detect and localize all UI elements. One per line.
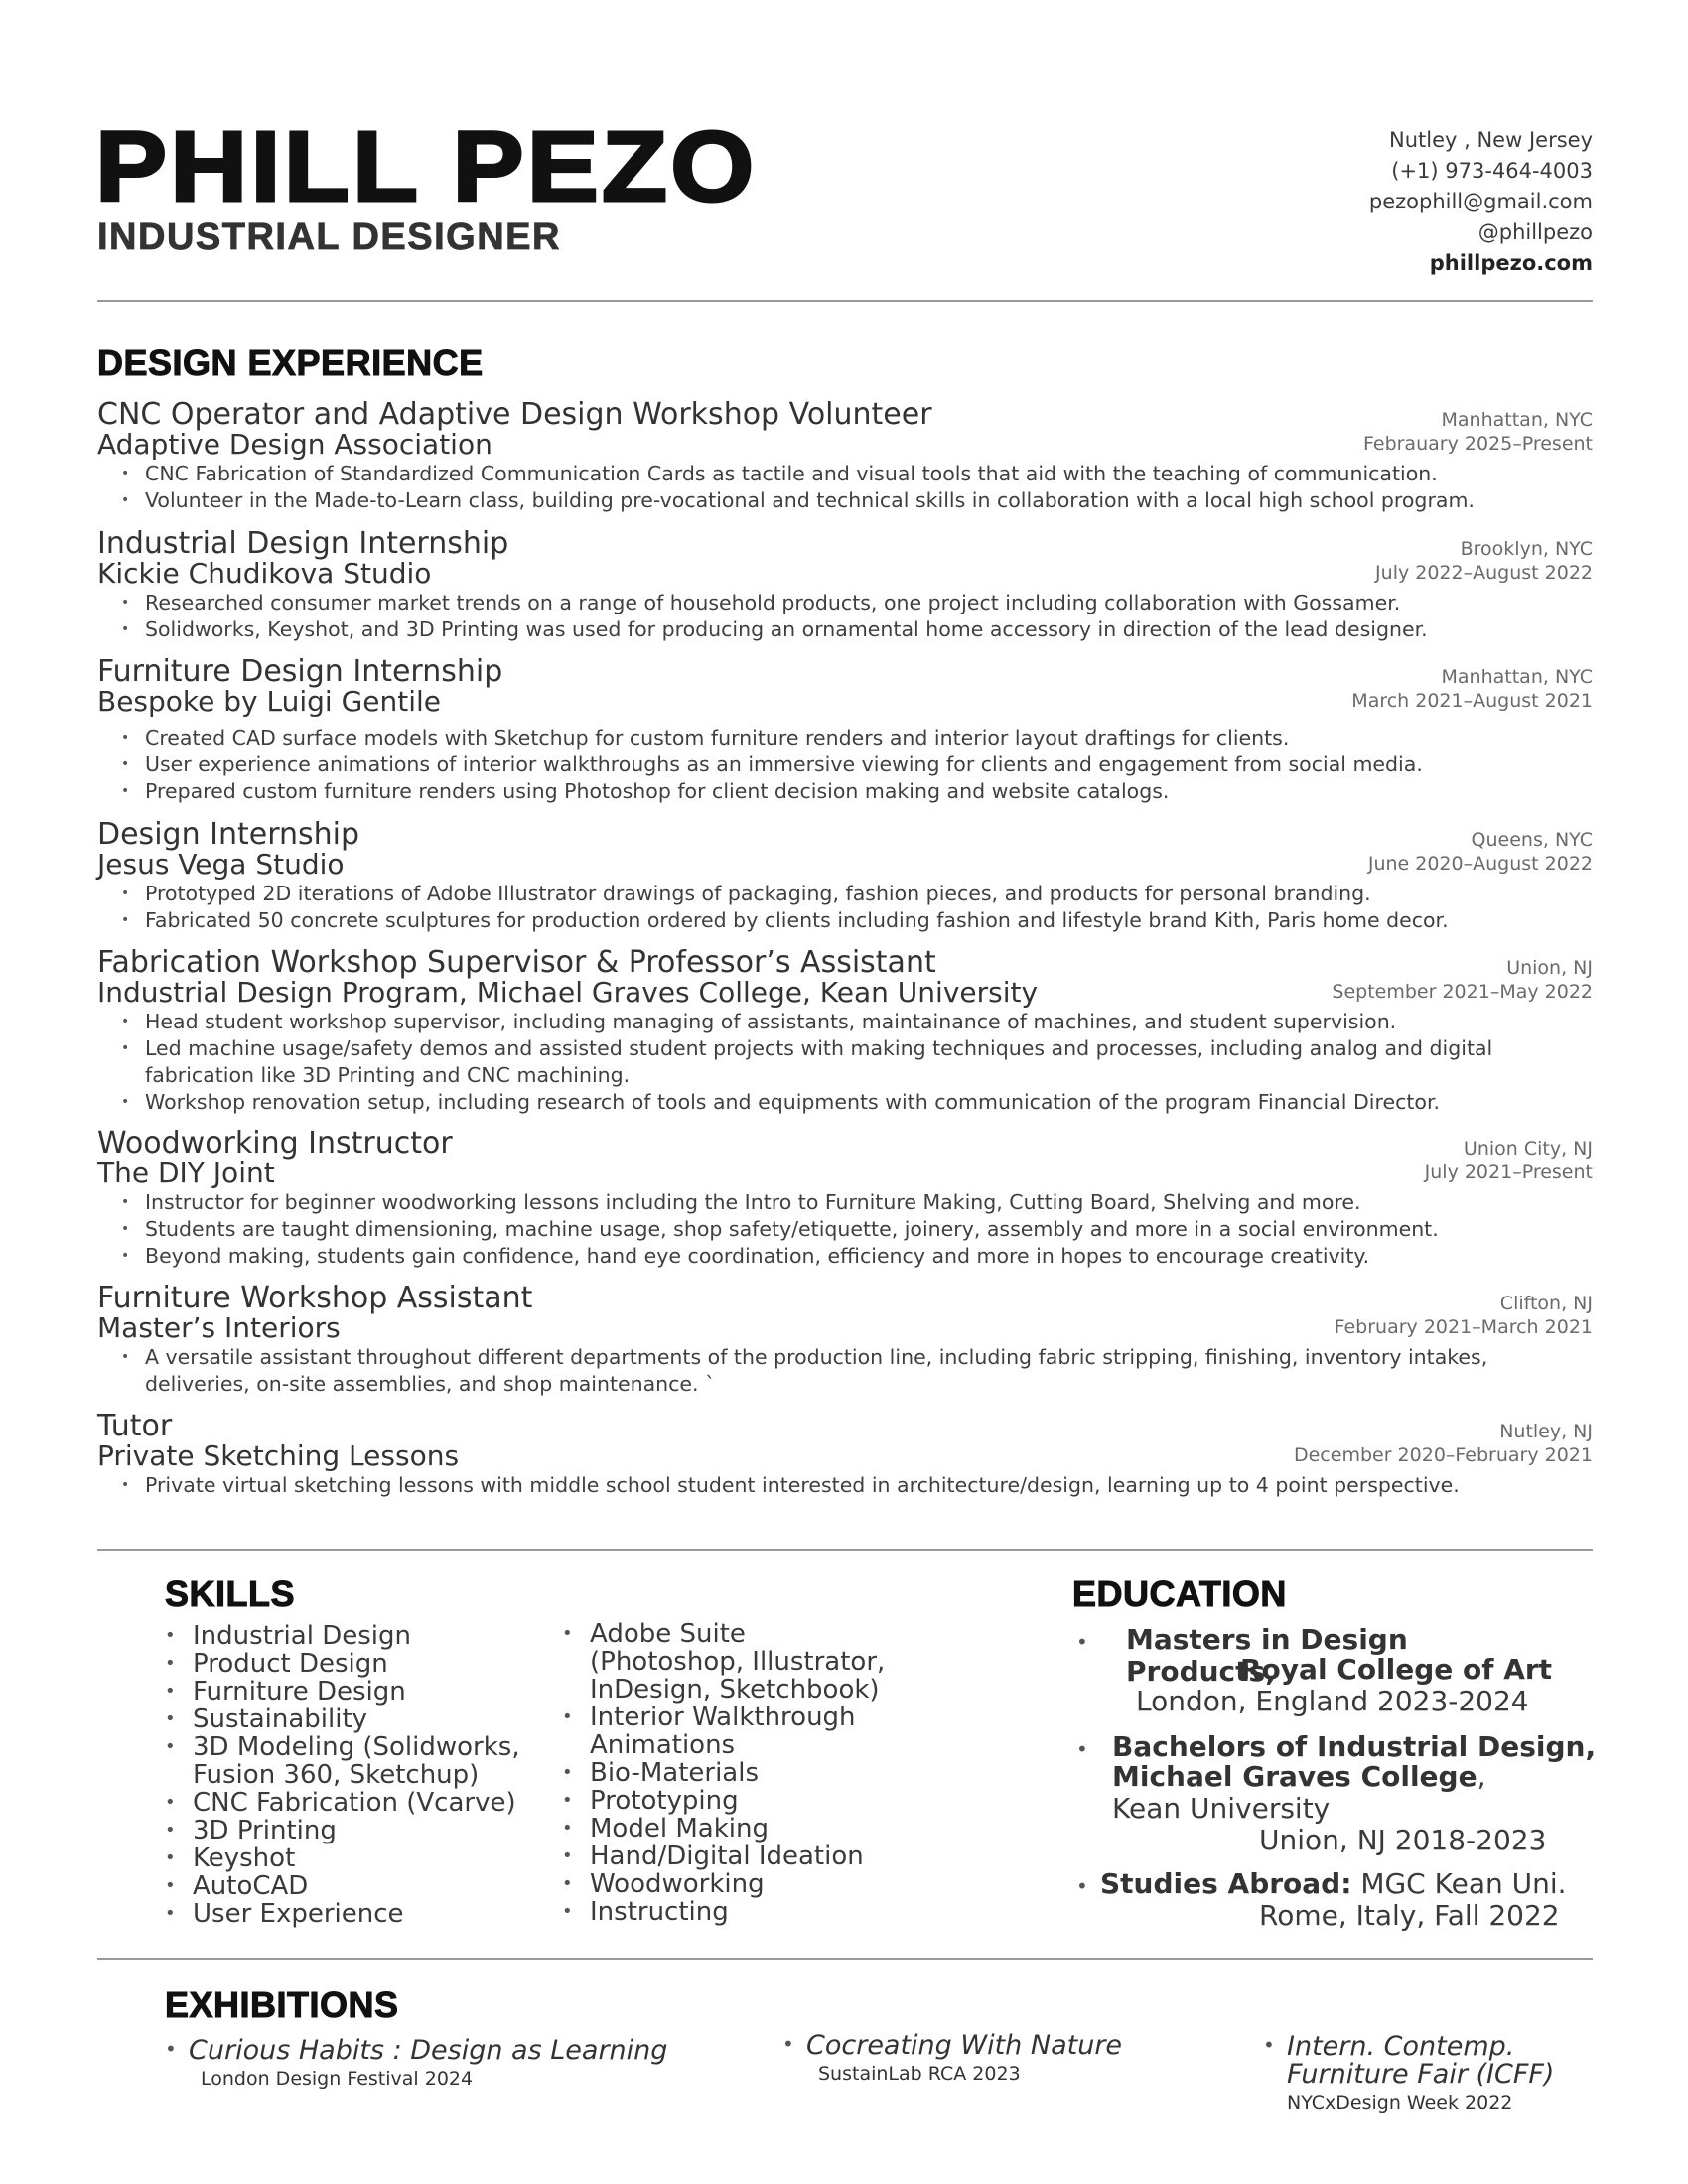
edu-place: Union, NJ 2018-2023 (1259, 1824, 1547, 1856)
list-item: • User Experience (165, 1900, 542, 1928)
list-item: • Prototyped 2D iterations of Adobe Illustrator drawings of packaging, fashion pieces, and products for personal branding. (97, 881, 1593, 907)
job-title: CNC Operator and Adaptive Design Workshop Volunteer (97, 397, 932, 432)
job-title: Furniture Design Internship (97, 654, 503, 689)
job-bullets (97, 1189, 1593, 1270)
job-meta (1363, 408, 1593, 456)
resume-name: PHILL PEZO (95, 111, 758, 222)
job-bullets (97, 1472, 1593, 1499)
bullet-icon: • (165, 2037, 177, 2061)
job-bullets (97, 461, 1593, 514)
job-entry (97, 1409, 1593, 1499)
divider (97, 1958, 1593, 1960)
job-dates: December 2020–February 2021 (1293, 1444, 1593, 1466)
bullet-icon: • (1076, 1630, 1088, 1654)
divider (97, 300, 1593, 302)
job-dates: June 2020–August 2022 (1367, 853, 1593, 875)
list-item: • Hand/Digital Ideation (562, 1843, 900, 1870)
job-bullets (97, 881, 1593, 934)
contact-phone: (+1) 973-464-4003 (1391, 159, 1593, 183)
job-title: Fabrication Workshop Supervisor & Professor’s Assistant (97, 945, 936, 980)
resume-role: INDUSTRIAL DESIGNER (97, 216, 561, 258)
edu-place: London, England 2023-2024 (1136, 1685, 1529, 1717)
job-location: Union City, NJ (1463, 1138, 1593, 1160)
exhibition-venue: London Design Festival 2024 (201, 2068, 474, 2090)
edu-school: Michael Graves College (1112, 1760, 1477, 1793)
job-meta (1375, 537, 1593, 585)
job-meta (1351, 665, 1593, 713)
list-item: • Furniture Design (165, 1678, 542, 1706)
job-meta (1332, 956, 1593, 1004)
job-bullets (97, 1009, 1593, 1116)
job-dates: September 2021–May 2022 (1332, 981, 1593, 1003)
exhibition-item (165, 2035, 668, 2091)
job-org: Master’s Interiors (97, 1311, 341, 1344)
job-org: Industrial Design Program, Michael Graves College, Kean University (97, 976, 1039, 1009)
list-item: • Created CAD surface models with Sketchup for custom furniture renders and interior layout draftings for clients. (97, 725, 1593, 751)
job-org: Adaptive Design Association (97, 428, 492, 461)
job-dates: July 2022–August 2022 (1375, 562, 1593, 584)
divider (97, 1549, 1593, 1551)
contact-email[interactable]: pezophill@gmail.com (1368, 190, 1593, 213)
list-item: • Students are taught dimensioning, machine usage, shop safety/etiquette, joinery, assembly and more in a social environment. (97, 1216, 1593, 1243)
contact-website[interactable]: phillpezo.com (1429, 251, 1593, 275)
list-item: • 3D Printing (165, 1817, 542, 1844)
exhibitions-heading: EXHIBITIONS (165, 1984, 399, 2025)
job-meta (1425, 1137, 1593, 1184)
job-title: Furniture Workshop Assistant (97, 1281, 533, 1315)
job-entry (97, 1126, 1593, 1270)
job-location: Manhattan, NYC (1441, 409, 1593, 431)
list-item: • Model Making (562, 1815, 900, 1843)
job-entry (97, 945, 1593, 1116)
exhibition-venue: SustainLab RCA 2023 (818, 2063, 1021, 2085)
list-item: • Adobe Suite (Photoshop, Illustrator, InDesign, Sketchbook) (562, 1620, 900, 1704)
job-location: Union, NJ (1506, 957, 1593, 979)
list-item: • Volunteer in the Made-to-Learn class, building pre-vocational and technical skills in collaboration with a local high school program. (97, 487, 1593, 514)
bullet-icon: • (782, 2032, 794, 2056)
list-item: • User experience animations of interior walkthroughs as an immersive viewing for clients and engagement from social media. (97, 751, 1593, 778)
exhibition-title: Cocreating With Nature (806, 2030, 1123, 2061)
list-item: • 3D Modeling (Solidworks, Fusion 360, Sketchup) (165, 1733, 542, 1789)
list-item: • Beyond making, students gain confidence, hand eye coordination, efficiency and more in hopes to encourage creativity. (97, 1243, 1593, 1270)
job-org: The DIY Joint (97, 1157, 275, 1189)
job-org: Bespoke by Luigi Gentile (97, 685, 442, 718)
list-item: • Bio-Materials (562, 1759, 900, 1787)
exhibition-item (1263, 2031, 1565, 2115)
edu-place: Rome, Italy, Fall 2022 (1259, 1899, 1560, 1932)
edu-degree: Masters in Design Products, (1126, 1623, 1408, 1688)
job-org: Kickie Chudikova Studio (97, 557, 432, 590)
list-item: • AutoCAD (165, 1872, 542, 1900)
job-entry (97, 654, 1593, 805)
list-item: • Interior Walkthrough Animations (562, 1704, 900, 1759)
job-location: Nutley, NJ (1499, 1421, 1593, 1442)
job-title: Industrial Design Internship (97, 526, 509, 561)
job-dates: Febrauary 2025–Present (1362, 433, 1593, 455)
job-location: Queens, NYC (1471, 829, 1593, 851)
bullet-icon: • (1263, 2033, 1275, 2057)
job-dates: March 2021–August 2021 (1351, 690, 1593, 712)
list-item: • Product Design (165, 1650, 542, 1678)
education-heading: EDUCATION (1072, 1573, 1287, 1614)
edu-school: MGC Kean Uni. (1351, 1867, 1567, 1900)
exhibition-title: Curious Habits : Design as Learning (189, 2035, 668, 2066)
list-item: • Private virtual sketching lessons with middle school student interested in architecture/design, learning up to 4 point perspective. (97, 1472, 1593, 1499)
edu-university: Kean University (1112, 1792, 1331, 1825)
list-item: • A versatile assistant throughout different departments of the production line, including fabric stripping, finishing, inventory intakes, deliveries, on-site assemblies, and shop maintenance. ` (97, 1344, 1593, 1398)
list-item: • Sustainability (165, 1706, 542, 1733)
edu-school: Royal College of Art (1240, 1653, 1553, 1686)
job-entry (97, 817, 1593, 934)
list-item: • Keyshot (165, 1844, 542, 1872)
job-entry (97, 397, 1593, 514)
job-entry (97, 1281, 1593, 1398)
job-entry (97, 526, 1593, 643)
job-title: Design Internship (97, 817, 360, 852)
contact-block (1369, 125, 1593, 279)
list-item: • CNC Fabrication (Vcarve) (165, 1789, 542, 1817)
bullet-icon: • (1076, 1737, 1088, 1761)
job-meta (1368, 828, 1593, 876)
list-item: • Researched consumer market trends on a range of household products, one project including collaboration with Gossamer. (97, 590, 1593, 616)
contact-location: Nutley , New Jersey (1389, 128, 1593, 152)
bullet-icon: • (1076, 1874, 1088, 1898)
job-location: Manhattan, NYC (1441, 666, 1593, 688)
list-item: • Head student workshop supervisor, including managing of assistants, maintainance of machines, and student supervision. (97, 1009, 1593, 1035)
list-item: • Woodworking (562, 1870, 900, 1898)
list-item: • Solidworks, Keyshot, and 3D Printing was used for producing an ornamental home accessory in direction of the lead designer. (97, 616, 1593, 643)
list-item: • Fabricated 50 concrete sculptures for production ordered by clients including fashion and lifestyle brand Kith, Paris home decor. (97, 907, 1593, 934)
skills-list (562, 1620, 900, 1926)
contact-handle: @phillpezo (1477, 220, 1593, 244)
exhibition-venue: NYCxDesign Week 2022 (1287, 2092, 1513, 2114)
job-location: Brooklyn, NYC (1460, 538, 1593, 560)
exhibition-item (782, 2030, 1123, 2086)
list-item: • Industrial Design (165, 1622, 542, 1650)
list-item: • Led machine usage/safety demos and assisted student projects with making techniques and processes, including analog and digital fabrication like 3D Printing and CNC machining. (97, 1035, 1593, 1089)
edu-label: Studies Abroad: (1100, 1867, 1352, 1900)
edu-degree: Bachelors of Industrial Design, (1112, 1730, 1597, 1763)
job-dates: July 2021–Present (1424, 1161, 1593, 1183)
list-item: • Prototyping (562, 1787, 900, 1815)
job-title: Woodworking Instructor (97, 1126, 453, 1160)
list-item: • Prepared custom furniture renders using Photoshop for client decision making and website catalogs. (97, 778, 1593, 805)
job-meta (1294, 1420, 1593, 1467)
list-item: • CNC Fabrication of Standardized Communication Cards as tactile and visual tools that aid with the teaching of communication. (97, 461, 1593, 487)
job-org: Jesus Vega Studio (97, 848, 345, 881)
skills-list (165, 1622, 542, 1928)
job-dates: February 2021–March 2021 (1334, 1316, 1593, 1338)
job-bullets (97, 1344, 1593, 1398)
list-item: • Instructor for beginner woodworking lessons including the Intro to Furniture Making, Cutting Board, Shelving and more. (97, 1189, 1593, 1216)
job-title: Tutor (97, 1409, 173, 1443)
edu-comma: , (1477, 1760, 1486, 1793)
job-bullets (97, 590, 1593, 643)
list-item: • Workshop renovation setup, including research of tools and equipments with communication of the program Financial Director. (97, 1089, 1593, 1116)
job-location: Clifton, NJ (1499, 1293, 1593, 1314)
exhibition-title: Intern. Contemp. Furniture Fair (ICFF) (1287, 2031, 1555, 2090)
list-item: • Instructing (562, 1898, 900, 1926)
job-meta (1335, 1292, 1593, 1339)
job-bullets (97, 725, 1593, 805)
skills-heading: SKILLS (165, 1573, 296, 1614)
job-org: Private Sketching Lessons (97, 1439, 460, 1472)
experience-heading: DESIGN EXPERIENCE (97, 342, 484, 383)
